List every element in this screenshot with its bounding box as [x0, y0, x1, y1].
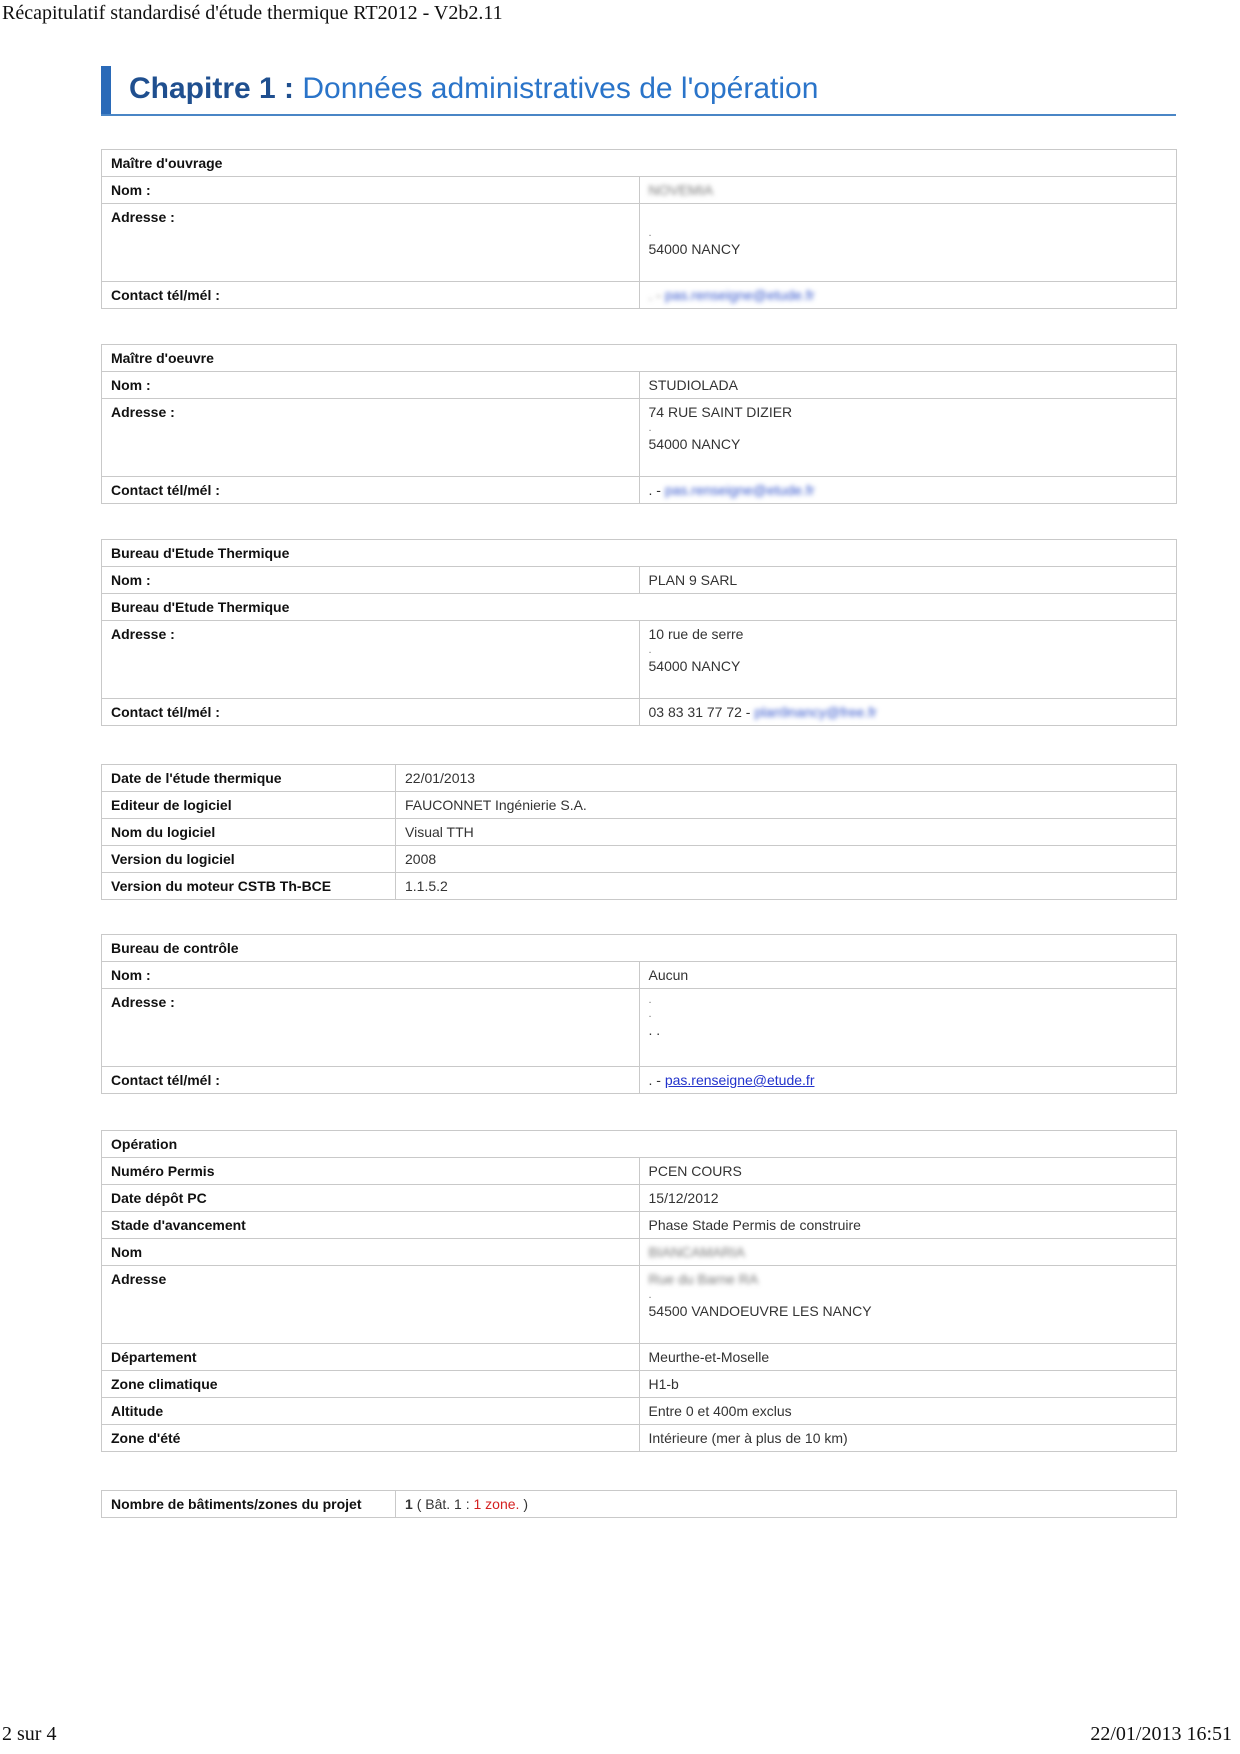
- row-value: 22/01/2013: [396, 765, 1177, 792]
- contact-email-link[interactable]: plan9nancy@free.fr: [754, 704, 877, 720]
- adresse-line-1: [649, 208, 1168, 226]
- adresse-line-3: 54000 NANCY: [648, 436, 741, 452]
- row-label: Editeur de logiciel: [102, 792, 396, 819]
- date-depot-value: 15/12/2012: [639, 1185, 1177, 1212]
- nom-label: Nom :: [102, 372, 640, 399]
- nom-label: Nom :: [102, 567, 640, 594]
- row-value: FAUCONNET Ingénierie S.A.: [396, 792, 1177, 819]
- contact-prefix: . -: [648, 287, 661, 303]
- operation-header: Opération: [102, 1131, 1177, 1158]
- contact-email-link[interactable]: pas.renseigne@etude.fr: [664, 287, 815, 303]
- zone-ete-value: Intérieure (mer à plus de 10 km): [639, 1425, 1177, 1452]
- adresse-line-2: .: [648, 1289, 652, 1301]
- row-label: Version du logiciel: [102, 846, 396, 873]
- table-row: [102, 765, 1177, 792]
- operation-adresse-label: Adresse: [102, 1266, 640, 1344]
- contact-label: Contact tél/mél :: [102, 699, 640, 726]
- batiments-table: [101, 1490, 1177, 1518]
- adresse-value: [639, 989, 1177, 1067]
- adresse-line-2: .: [648, 1008, 652, 1020]
- maitre-oeuvre-table: [101, 344, 1177, 504]
- contact-label: Contact tél/mél :: [102, 282, 640, 309]
- adresse-line-3: . .: [648, 1022, 661, 1038]
- operation-nom-label: Nom: [102, 1239, 640, 1266]
- zone-climatique-label: Zone climatique: [102, 1371, 640, 1398]
- batiments-detail-open: ( Bât. 1 :: [416, 1496, 470, 1512]
- adresse-label: Adresse :: [102, 621, 640, 699]
- numero-permis-label: Numéro Permis: [102, 1158, 640, 1185]
- adresse-label: Adresse :: [102, 989, 640, 1067]
- table-row: [102, 846, 1177, 873]
- stade-value: Phase Stade Permis de construire: [639, 1212, 1177, 1239]
- operation-table: [101, 1130, 1177, 1452]
- nom-label: Nom :: [102, 962, 640, 989]
- adresse-line-3: 54500 VANDOEUVRE LES NANCY: [648, 1303, 872, 1319]
- nom-value: Aucun: [639, 962, 1177, 989]
- bureau-etude-header-repeat: Bureau d'Etude Thermique: [102, 594, 1177, 621]
- adresse-line-2: .: [648, 644, 652, 656]
- nom-value: NOVEMIA: [648, 182, 714, 198]
- adresse-line-1: Rue du Barne RA: [648, 1271, 759, 1287]
- operation-nom-value: BIANCAMARIA: [648, 1244, 745, 1260]
- adresse-line-1: 10 rue de serre: [648, 626, 744, 642]
- bureau-controle-header: Bureau de contrôle: [102, 935, 1177, 962]
- batiments-label: Nombre de bâtiments/zones du projet: [102, 1491, 396, 1518]
- departement-label: Département: [102, 1344, 640, 1371]
- nom-value: STUDIOLADA: [639, 372, 1177, 399]
- maitre-oeuvre-header: Maître d'oeuvre: [102, 345, 1177, 372]
- bureau-etude-table: [101, 539, 1177, 726]
- chapter-title: [129, 72, 818, 106]
- row-label: Nom du logiciel: [102, 819, 396, 846]
- maitre-ouvrage-header: Maître d'ouvrage: [102, 150, 1177, 177]
- contact-prefix: . -: [648, 482, 661, 498]
- bureau-controle-table: [101, 934, 1177, 1094]
- zone-ete-label: Zone d'été: [102, 1425, 640, 1452]
- nom-label: Nom :: [102, 177, 640, 204]
- print-datetime: 22/01/2013 16:51: [1090, 1723, 1232, 1745]
- contact-email-link[interactable]: pas.renseigne@etude.fr: [664, 1072, 815, 1088]
- stade-label: Stade d'avancement: [102, 1212, 640, 1239]
- contact-prefix: . -: [648, 1072, 661, 1088]
- row-value: 1.1.5.2: [396, 873, 1177, 900]
- adresse-line-3: 54000 NANCY: [648, 241, 741, 257]
- nom-value: PLAN 9 SARL: [639, 567, 1177, 594]
- batiments-zone-link[interactable]: 1 zone.: [473, 1496, 520, 1512]
- adresse-line-3: 54000 NANCY: [648, 658, 741, 674]
- chapter-accent-bar: [101, 66, 111, 114]
- altitude-value: Entre 0 et 400m exclus: [639, 1398, 1177, 1425]
- adresse-value: [639, 204, 1177, 282]
- page-number: 2 sur 4: [2, 1723, 57, 1745]
- chapter-heading: [101, 66, 1176, 116]
- chapter-label: Chapitre 1 :: [129, 72, 295, 105]
- browser-title: Récapitulatif standardisé d'étude thermique RT2012 - V2b2.11: [2, 2, 503, 24]
- table-row: [102, 819, 1177, 846]
- zone-climatique-value: H1-b: [639, 1371, 1177, 1398]
- row-label: Date de l'étude thermique: [102, 765, 396, 792]
- adresse-value: [639, 399, 1177, 477]
- operation-adresse-value: [639, 1266, 1177, 1344]
- logiciel-table: [101, 764, 1177, 900]
- adresse-line-1: 74 RUE SAINT DIZIER: [648, 404, 793, 420]
- adresse-label: Adresse :: [102, 204, 640, 282]
- batiments-detail-close: ): [523, 1496, 528, 1512]
- maitre-ouvrage-table: [101, 149, 1177, 309]
- adresse-value: [639, 621, 1177, 699]
- row-label: Version du moteur CSTB Th-BCE: [102, 873, 396, 900]
- contact-email-link[interactable]: pas.renseigne@etude.fr: [664, 482, 815, 498]
- numero-permis-value: PCEN COURS: [639, 1158, 1177, 1185]
- altitude-label: Altitude: [102, 1398, 640, 1425]
- row-value: Visual TTH: [396, 819, 1177, 846]
- contact-label: Contact tél/mél :: [102, 477, 640, 504]
- adresse-line-2: .: [648, 227, 652, 239]
- table-row: [102, 792, 1177, 819]
- contact-phone: 03 83 31 77 72 -: [648, 704, 751, 720]
- chapter-subtitle: Données administratives de l'opération: [302, 72, 819, 105]
- adresse-line-1: .: [648, 994, 652, 1006]
- row-value: 2008: [396, 846, 1177, 873]
- adresse-label: Adresse :: [102, 399, 640, 477]
- contact-label: Contact tél/mél :: [102, 1067, 640, 1094]
- adresse-line-2: .: [648, 422, 652, 434]
- date-depot-label: Date dépôt PC: [102, 1185, 640, 1212]
- bureau-etude-header: Bureau d'Etude Thermique: [102, 540, 1177, 567]
- departement-value: Meurthe-et-Moselle: [639, 1344, 1177, 1371]
- batiments-count: 1: [405, 1496, 413, 1512]
- batiments-value: [396, 1491, 1177, 1518]
- table-row: [102, 873, 1177, 900]
